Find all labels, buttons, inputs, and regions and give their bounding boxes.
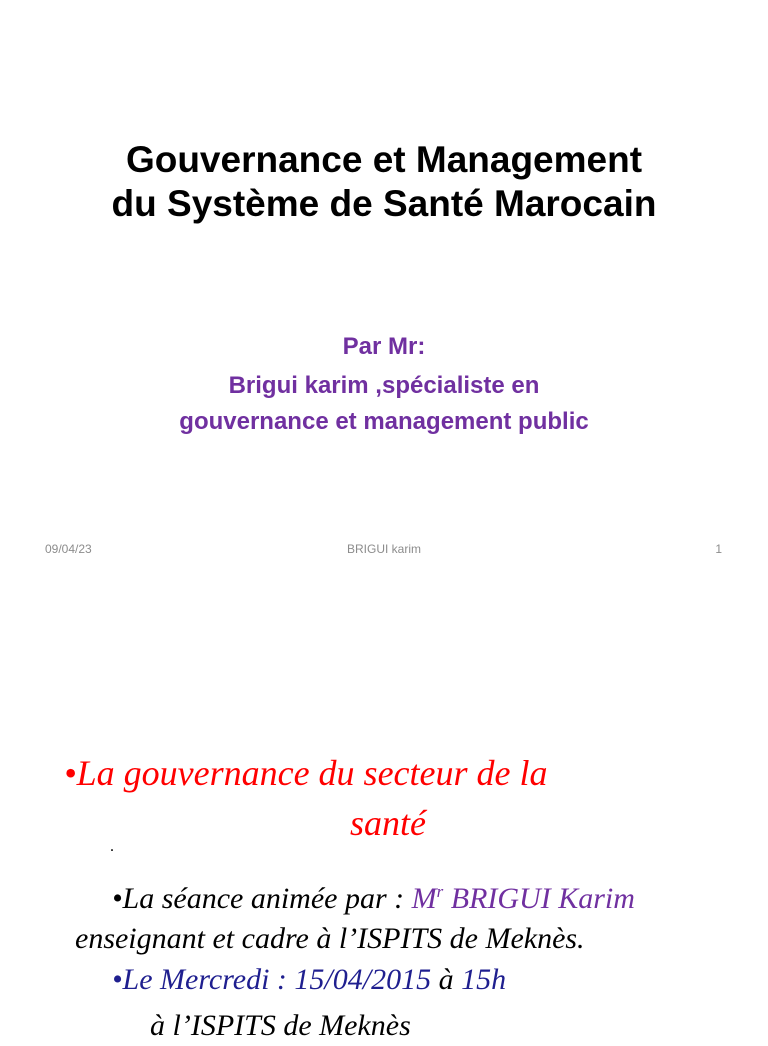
slide-heading — [0, 748, 768, 848]
session-info — [75, 872, 755, 959]
author-line-1: Brigui karim ,spécialiste en — [228, 372, 540, 399]
author-description — [0, 368, 768, 440]
date-text: Le Mercredi : 15/04/2015 — [122, 963, 439, 996]
date-time: 15h — [453, 963, 507, 996]
session-line-2: enseignant et cadre à l’ISPITS de Meknès. — [75, 922, 585, 955]
session-date — [112, 960, 506, 1000]
author-line-2: gouvernance et management public — [179, 408, 589, 435]
session-line-1 — [75, 872, 755, 919]
slide-heading-line-1 — [0, 748, 768, 798]
date-bullet: • — [112, 963, 123, 996]
slide-title — [0, 138, 768, 226]
heading-text-1: La gouvernance du secteur de la — [76, 753, 548, 793]
stray-dot: . — [110, 838, 114, 855]
session-text: La séance animée par : — [122, 882, 412, 915]
session-location-partial: à l’ISPITS de Meknès — [150, 1009, 411, 1042]
presenter-title: M — [411, 882, 437, 915]
session-bullet: • — [112, 882, 123, 915]
heading-bullet: • — [64, 753, 77, 793]
author-block — [0, 330, 768, 440]
slide-2 — [0, 576, 768, 1042]
footer-page-number: 1 — [715, 542, 722, 556]
slide-title-line-2: du Système de Santé Marocain — [111, 183, 657, 224]
author-prefix: Par Mr: — [342, 333, 426, 360]
presenter-title-sup: r — [436, 882, 444, 901]
slide-heading-line-2: santé — [350, 803, 426, 843]
footer-author: BRIGUI karim — [346, 542, 421, 556]
slide-title-line-1: Gouvernance et Management — [125, 139, 643, 180]
presenter-name: BRIGUI Karim — [443, 882, 635, 915]
footer-date: 09/04/23 — [45, 542, 92, 556]
session-presenter — [412, 882, 635, 915]
date-preposition: à — [438, 963, 454, 996]
